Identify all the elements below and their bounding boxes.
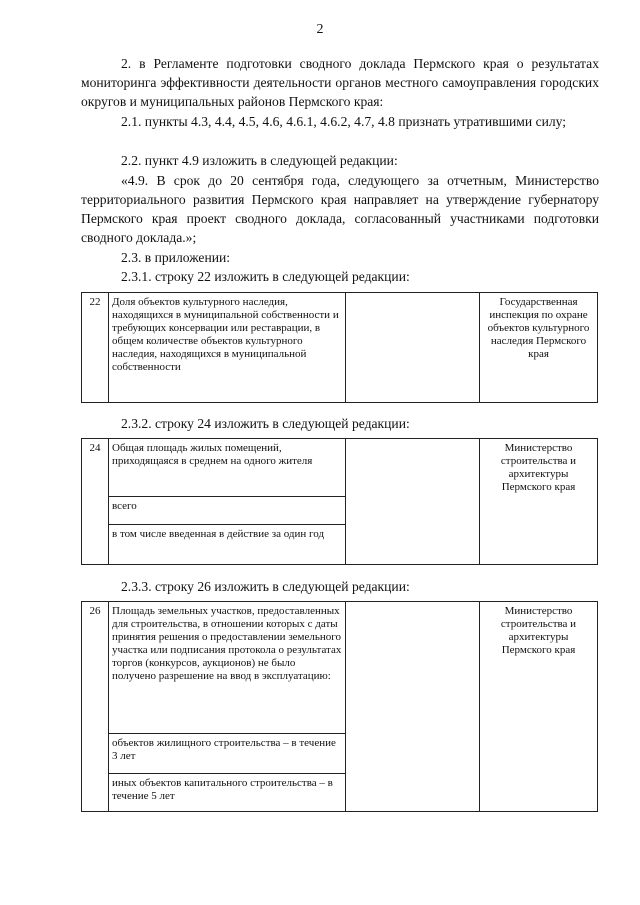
paragraph-2-2: 2.2. пункт 4.9 изложить в следующей редакции: [121, 153, 398, 168]
responsible-org: Министерство строительства и архитектуры Пермского края [480, 602, 598, 812]
row-number: 26 [82, 602, 109, 812]
responsible-org: Министерство строительства и архитектуры Пермского края [480, 439, 598, 565]
heading-row-26: 2.3.3. строку 26 изложить в следующей редакции: [121, 579, 410, 594]
indicator-text: Площадь земельных участков, предоставленных для строительства, в отношении которых с даты принятия решения о предоставлении земельного участка или подписания протокола о результатах торгов (конкурсов, аукционов) не было получено разрешение на ввод в эксплуатацию: [109, 602, 346, 734]
responsible-org: Государственная инспекция по охране объектов культурного наследия Пермского края [480, 293, 598, 403]
page-number: 2 [316, 22, 324, 37]
empty-cell [346, 602, 480, 812]
sub-indicator-housing: объектов жилищного строительства – в течение 3 лет [109, 734, 346, 774]
table-row-22 [81, 292, 598, 403]
empty-cell [346, 293, 480, 403]
paragraph-2: 2. в Регламенте подготовки сводного доклада Пермского края о результатах мониторинга эффективности деятельности органов местного самоуправления городских округов и муниципальных районов Пермского края: [81, 56, 599, 109]
sub-indicator-capital: иных объектов капитального строительства – в течение 5 лет [109, 774, 346, 812]
table-row-26 [81, 601, 598, 812]
sub-indicator-per-year: в том числе введенная в действие за один год [109, 525, 346, 565]
paragraph-2-3: 2.3. в приложении: [121, 250, 231, 265]
indicator-text: Общая площадь жилых помещений, приходящаяся в среднем на одного жителя [109, 439, 346, 497]
table-row-24 [81, 438, 598, 565]
paragraph-4-9-text: «4.9. В срок до 20 сентября года, следующего за отчетным, Министерство территориального развития Пермского края направляет на утверждение губернатору Пермского края проект сводного доклада, согласованный участниками подготовки сводного доклада.»; [81, 173, 599, 245]
sub-indicator-total: всего [109, 497, 346, 525]
heading-row-22: 2.3.1. строку 22 изложить в следующей редакции: [121, 269, 410, 284]
row-number: 24 [82, 439, 109, 565]
paragraph-2-1: 2.1. пункты 4.3, 4.4, 4.5, 4.6, 4.6.1, 4.6.2, 4.7, 4.8 признать утратившими силу; [121, 114, 567, 129]
empty-cell [346, 439, 480, 565]
indicator-text: Доля объектов культурного наследия, находящихся в муниципальной собственности и требующих консервации или реставрации, в общем количестве объектов культурного наследия, находящихся в муниципальной собственности [109, 293, 346, 403]
row-number: 22 [82, 293, 109, 403]
heading-row-24: 2.3.2. строку 24 изложить в следующей редакции: [121, 416, 410, 431]
